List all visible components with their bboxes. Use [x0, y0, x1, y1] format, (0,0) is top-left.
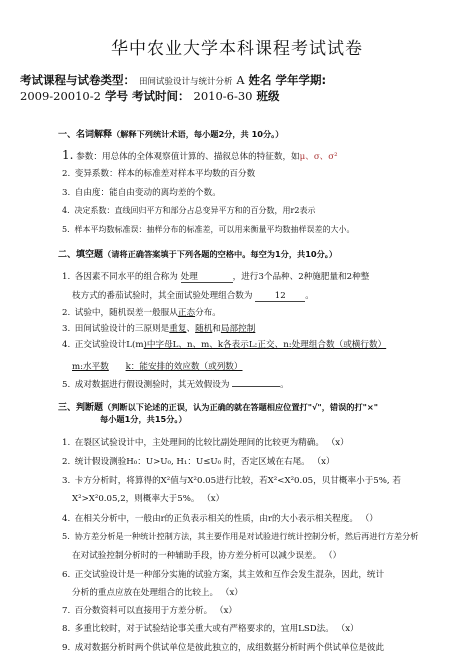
fill-text: 成对数据进行假设测验时，其无效假设为 — [74, 380, 230, 390]
judge-number: 3. — [62, 476, 71, 486]
fill-2: 2. 试验中，随机误差一般服从正态分布。 — [62, 308, 221, 318]
answer-text: k：能安排的效应数（或列数） — [125, 362, 243, 372]
judge-4 — [62, 512, 378, 524]
school-term: 2009-20010-2 — [20, 89, 101, 103]
judge-text: 统计假设测验H₀：U>U₀, H₁：U≤U₀ 时，否定区域在右尾。 — [74, 457, 310, 467]
definition-number: 2. — [62, 169, 71, 179]
answer-text: 局部控制 — [220, 324, 256, 334]
section-3-note-2: 每小题1分，共15分。） — [100, 414, 187, 424]
definition-text: 样本平均数标准误：抽样分布的标准差，可以用来衡量平均数抽样误差的大小。 — [74, 225, 355, 234]
answer-text: 正态 — [177, 308, 196, 318]
section-3-heading — [58, 400, 378, 413]
judge-text: 百分数资料可以直接用于方差分析。 — [74, 606, 213, 616]
answer-blank — [181, 270, 233, 283]
page-title: 华中农业大学本科课程考试试卷 — [111, 39, 363, 59]
judge-3-line-2 — [72, 492, 224, 504]
judge-text: 多重比较时，对于试验结论事关重大或有严格要求的，宜用LSD法。 — [74, 624, 334, 634]
judge-1 — [62, 436, 349, 448]
definition-number: 4. — [62, 206, 70, 215]
course-name: 田间试验设计与统计分析 — [139, 77, 233, 87]
fill-3: 3. 田间试验设计的三原则是重复、随机和局部控制 — [62, 324, 256, 334]
fill-5: 5. 成对数据进行假设测验时，其无效假设为 。 — [62, 380, 289, 390]
definition-1 — [62, 148, 338, 162]
judge-answer: （x） — [214, 606, 238, 616]
definition-text: 变异系数：样本的标准差对样本平均数的百分数 — [74, 169, 256, 179]
definition-number: 1. — [62, 148, 74, 162]
name-term-label: 姓名 学年学期: — [248, 73, 327, 87]
judge-8 — [62, 622, 359, 634]
definition-3 — [62, 186, 221, 198]
judge-answer: （x） — [202, 494, 225, 504]
judge-5-line-1 — [62, 531, 419, 542]
section-2-title: 二、填空题 — [58, 250, 104, 260]
student-id-time-label: 学号 考试时间： — [104, 89, 190, 103]
definition-2 — [62, 167, 255, 179]
judge-text: 卡方分析时，将算得的X²值与X²0.05进行比较，若X²<X²0.05，贝甘概率小于5%, 若 — [74, 476, 401, 486]
definition-text: 决定系数：直线回归平方和部分占总变异平方和的百分数，用r2表示 — [74, 206, 316, 215]
judge-answer: （） — [323, 551, 342, 561]
judge-number: 6. — [62, 570, 71, 580]
judge-answer: （x） — [220, 588, 243, 598]
definition-5 — [62, 224, 355, 235]
exam-info-line-1 — [20, 72, 460, 88]
judge-number: 7. — [62, 606, 71, 616]
section-3-heading-2 — [100, 414, 187, 425]
fill-text: 分布。 — [195, 308, 221, 318]
section-1-heading — [58, 127, 283, 140]
answer-text: 重复 — [169, 324, 187, 334]
judge-text: X²>X²0.05,2，则概率大于5%。 — [72, 494, 200, 504]
fill-text: 正交试验设计L — [74, 340, 133, 350]
paper-type: A — [236, 74, 245, 87]
fill-1-line-1: 1. 各因素不同水平的组合称为 处理 ，进行3个品种、2种施肥量和2种整 — [62, 272, 370, 282]
class-label: 班级 — [256, 89, 280, 103]
judge-text: 在对试验控制分析时的一种辅助手段，协方差分析可以减少误差。 — [72, 551, 322, 561]
judge-answer: （x） — [336, 624, 359, 634]
fill-text: ，进行3个品种、2种施肥量和2种整 — [232, 272, 370, 282]
judge-9 — [62, 641, 384, 653]
judge-number: 8. — [62, 624, 71, 634]
answer-blank — [232, 386, 280, 387]
judge-number: 9. — [62, 643, 71, 653]
fill-text: 各因素不同水平的组合称为 — [74, 272, 178, 282]
judge-6-line-2 — [72, 586, 243, 598]
judge-6-line-1 — [62, 568, 384, 580]
section-2-heading — [58, 247, 337, 260]
judge-number: 2. — [62, 457, 71, 467]
fill-4-line-2 — [72, 360, 243, 372]
answer-text: m:水平数 — [72, 362, 109, 372]
definition-symbols: μ、σ、σ² — [299, 152, 338, 162]
judge-number: 1. — [62, 438, 71, 448]
definition-text: 自由度：能自由变动的离均差的个数。 — [74, 188, 221, 198]
fill-text: 试验中，随机误差一般服从 — [74, 308, 178, 318]
exam-info-line-2 — [20, 88, 460, 104]
definition-number: 3. — [62, 188, 71, 198]
judge-answer: （x） — [312, 457, 335, 467]
answer-blank — [255, 291, 305, 302]
judge-5-line-2 — [72, 549, 341, 561]
fill-text: 和 — [212, 324, 221, 334]
judge-number: 5. — [62, 531, 70, 541]
fill-text: 枝方式的番茄试验时，其全面试验处理组合数为 — [72, 291, 253, 301]
section-1-note: （解释下列统计术语，每小题2分，共 10分。） — [112, 129, 284, 139]
exam-date: 2010-6-30 — [193, 89, 253, 103]
judge-text: 正交试验设计是一种部分实施的试验方案，其主效和互作会发生混杂，因此，统计 — [74, 570, 385, 580]
fill-text: (m — [132, 340, 144, 350]
judge-text: 成对数据分析时两个供试单位是彼此独立的，成组数据分析时两个供试单位是彼此 — [74, 643, 385, 653]
judge-2 — [62, 455, 335, 467]
answer-text: 12 — [274, 291, 286, 301]
judge-text: 协方差分析是一种统计控制方法，其主要作用是对试验进行统计控制分析，然后再进行方差分析 — [74, 531, 419, 541]
answer-text: 随机 — [195, 324, 213, 334]
section-1-title: 一、名词解释 — [58, 130, 113, 140]
judge-text: 在相关分析中，一般由r的正负表示相关的性质，由r的大小表示相关程度。 — [74, 514, 358, 524]
judge-text: 在裂区试验设计中，主处理间的比较比副处理间的比较更为精确。 — [74, 438, 324, 448]
section-3-note: （判断以下论述的正误，认为正确的就在答题相应位置打"√"，错误的打"×" — [103, 402, 379, 412]
judge-answer: （） — [360, 514, 378, 524]
fill-text: 田间试验设计的三原则是 — [74, 324, 170, 334]
judge-text: 分析的重点应放在处理组合的比较上。 — [72, 588, 219, 598]
answer-text: 处理 — [180, 272, 198, 282]
section-2-note: （请将正确答案填于下列各题的空格中。每空为1分，共10分。） — [103, 249, 338, 259]
fill-1-line-2: 枝方式的番茄试验时，其全面试验处理组合数为 12 。 — [72, 291, 314, 301]
judge-7 — [62, 604, 237, 616]
course-type-label: 考试课程与试卷类型： — [20, 73, 135, 87]
definition-number: 5. — [62, 225, 70, 234]
answer-text: )中字母L、n、m、k各表示L:正交、n:处理组合数（或横行数） — [143, 340, 387, 350]
definition-text: 参数：用总体的全体观察值计算的、描叙总体的特征数，如 — [76, 152, 300, 162]
section-3-title: 三、判断题 — [58, 403, 104, 413]
judge-3-line-1 — [62, 474, 401, 486]
judge-answer: （x） — [326, 438, 349, 448]
definition-4 — [62, 205, 315, 216]
fill-4-line-1: 4. 正交试验设计L(m)中字母L、n、m、k各表示L:正交、n:处理组合数（或横行数） — [62, 340, 387, 350]
judge-number: 4. — [62, 514, 71, 524]
